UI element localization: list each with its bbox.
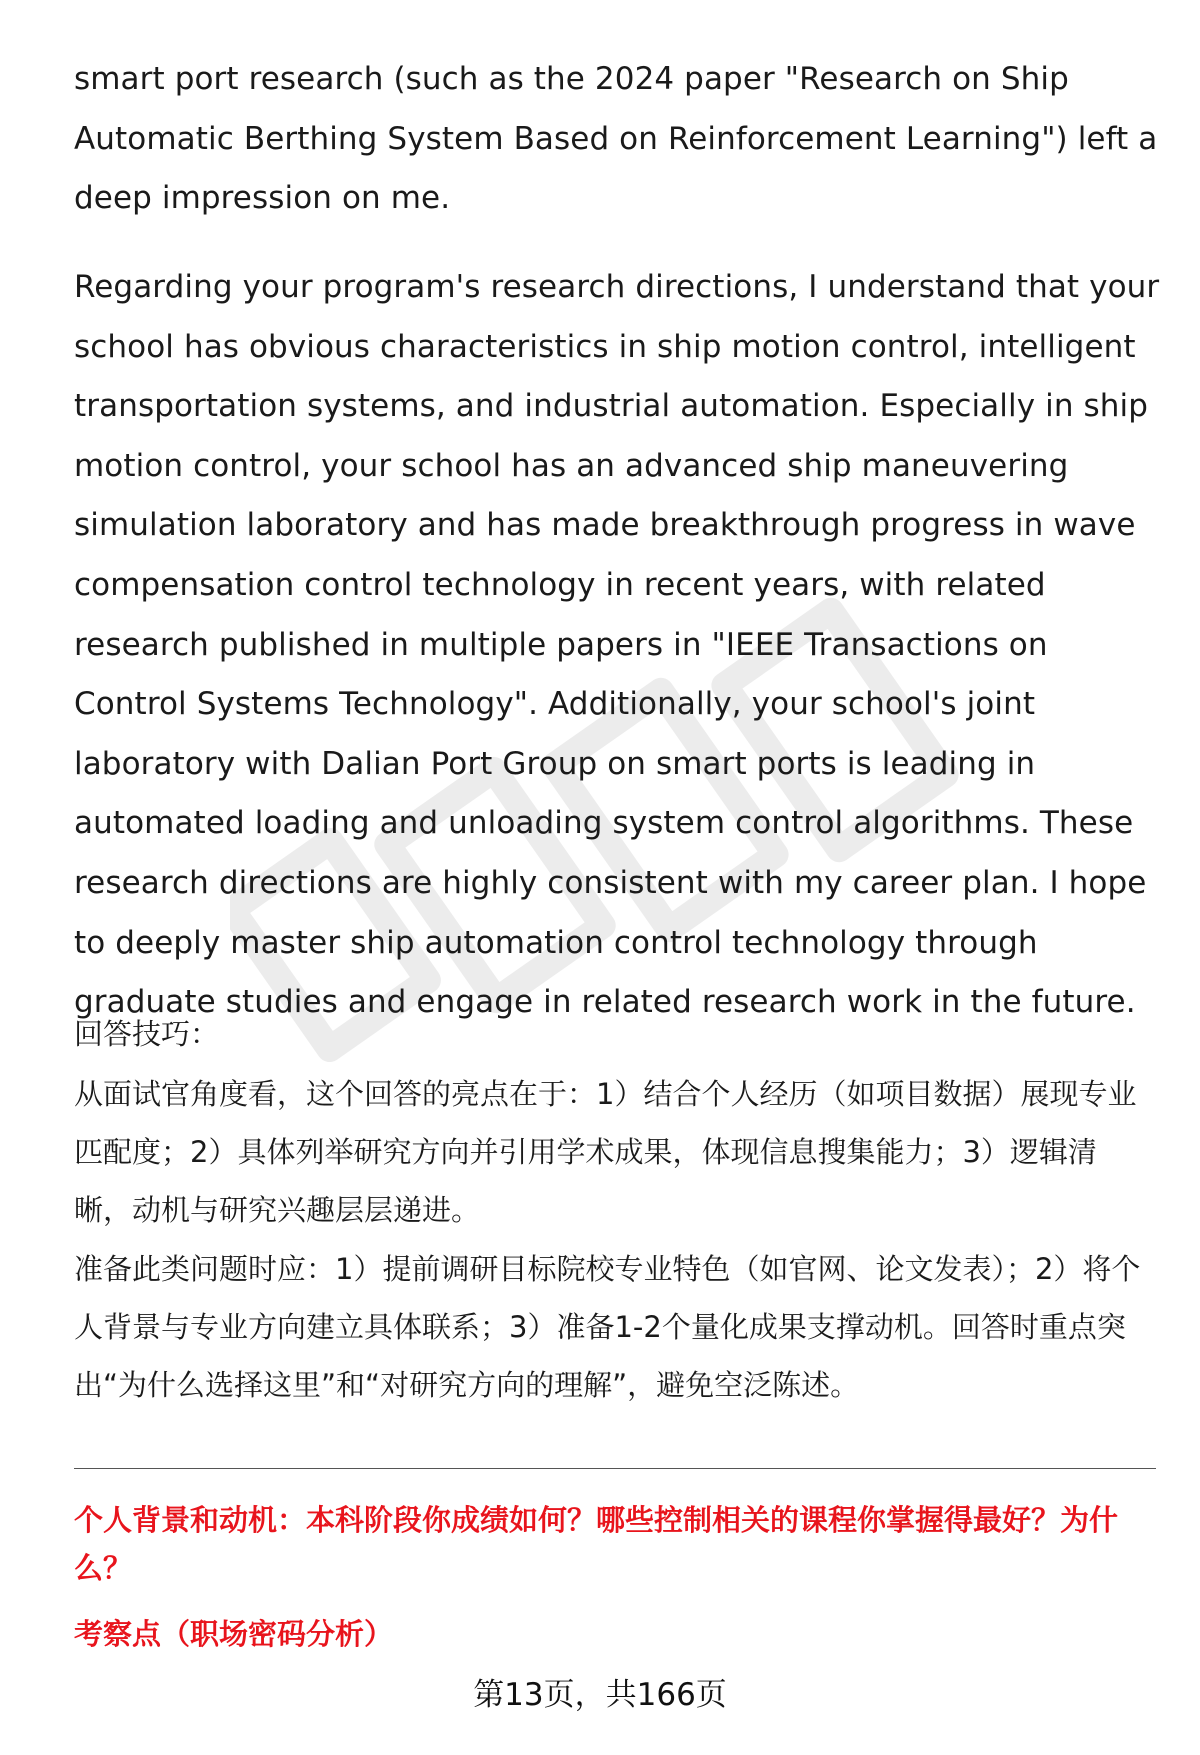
- answer-paragraph-2: Regarding your program's research directions, I understand that your school has obvious characteristics in ship motion control, intelligent transportation systems, and industrial automation. Especially in ship motion control, your school has an advanced ship maneuvering simulation laboratory and has made breakthrough progress in wave compensation control technology in recent years, with related research published in multiple papers in "IEEE Transactions on Control Systems Technology". Additionally, your school's joint laboratory with Dalian Port Group on smart ports is leading in automated loading and unloading system control algorithms. These research directions are highly consistent with my career plan. I hope to deeply master ship automation control technology through graduate studies and engage in related research work in the future.: [74, 269, 1160, 1021]
- page-footer: 第13页，共166页: [473, 1677, 727, 1713]
- answer-paragraph-1: smart port research (such as the 2024 paper "Research on Ship Automatic Berthing System Based on Reinforcement Learning") left a deep impression on me.: [74, 61, 1158, 217]
- tips-paragraph-1: 从面试官角度看，这个回答的亮点在于：1）结合个人经历（如项目数据）展现专业匹配度；2）具体列举研究方向并引用学术成果，体现信息搜集能力；3）逻辑清晰，动机与研究兴趣层层递进。: [74, 1077, 1137, 1227]
- tips-paragraph-2: 准备此类问题时应：1）提前调研目标院校专业特色（如官网、论文发表）；2）将个人背景与专业方向建立具体联系；3）准备1-2个量化成果支撑动机。回答时重点突出“为什么选择这里”和“对研究方向的理解”，避免空泛陈述。: [74, 1252, 1141, 1402]
- tips-label: 回答技巧：: [74, 1017, 220, 1051]
- section-divider: [74, 1468, 1156, 1469]
- assessment-points-heading: 考察点（职场密码分析）: [74, 1617, 394, 1651]
- next-question-heading: 个人背景和动机：本科阶段你成绩如何？哪些控制相关的课程你掌握得最好？为什么？: [74, 1503, 1119, 1585]
